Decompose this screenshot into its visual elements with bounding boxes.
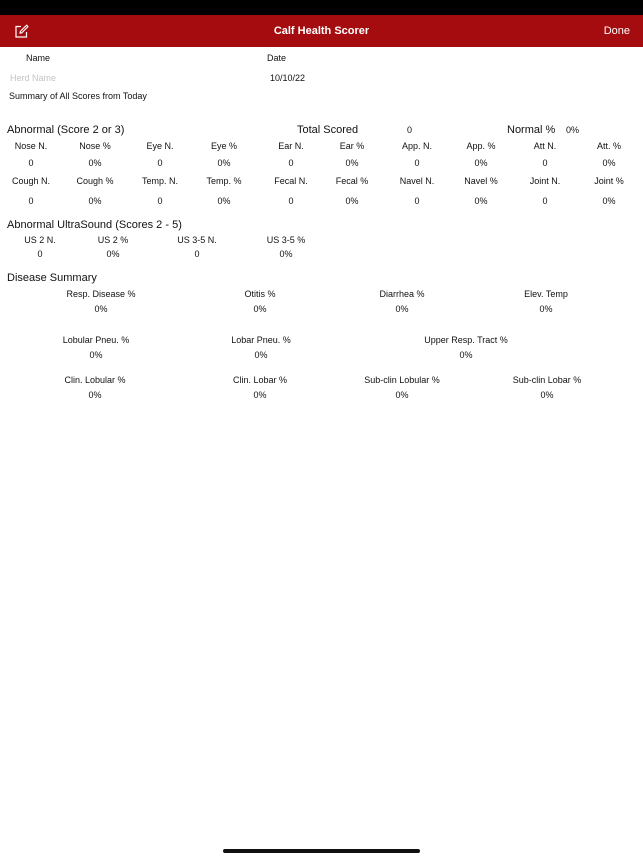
fecal-n-label: Fecal N. [274, 176, 308, 186]
temp-value: 0% [217, 196, 231, 206]
nose-n-value: 0 [28, 158, 34, 168]
abnormal-section-title: Abnormal (Score 2 or 3) [7, 124, 125, 136]
clin-lobular-label: Clin. Lobular % [64, 375, 126, 385]
date-input[interactable]: 10/10/22 [270, 73, 306, 83]
cough-label: Cough % [76, 176, 114, 186]
fecal-n-value: 0 [288, 196, 294, 206]
sub-clin-lobar-label: Sub-clin Lobar % [512, 375, 582, 385]
sub-clin-lobular-value: 0% [395, 390, 409, 400]
ear-n-value: 0 [288, 158, 294, 168]
cough-n-value: 0 [28, 196, 34, 206]
navel-label: Navel % [464, 176, 498, 186]
us-2-n-label: US 2 N. [24, 235, 56, 245]
otitis-value: 0% [253, 304, 267, 314]
us-3-5-n-label: US 3-5 N. [177, 235, 217, 245]
ear-label: Ear % [339, 141, 365, 151]
cough-value: 0% [88, 196, 102, 206]
ear-value: 0% [345, 158, 359, 168]
temp-n-label: Temp. N. [141, 176, 179, 186]
sub-clin-lobular-label: Sub-clin Lobular % [364, 375, 440, 385]
upper-resp-tract-value: 0% [459, 350, 473, 360]
elev-temp-value: 0% [539, 304, 553, 314]
upper-resp-tract-label: Upper Resp. Tract % [424, 335, 508, 345]
lobar-pneu-label: Lobar Pneu. % [231, 335, 291, 345]
nose-n-label: Nose N. [14, 141, 48, 151]
us-2-n-value: 0 [37, 249, 43, 259]
total-scored-label: Total Scored [297, 124, 359, 136]
navel-n-label: Navel N. [399, 176, 435, 186]
eye-n-label: Eye N. [146, 141, 174, 151]
disease-section-title: Disease Summary [7, 272, 97, 284]
temp-label: Temp. % [206, 176, 242, 186]
att-n-label: Att N. [533, 141, 557, 151]
ear-n-label: Ear N. [278, 141, 304, 151]
clin-lobular-value: 0% [88, 390, 102, 400]
eye-label: Eye % [210, 141, 238, 151]
nav-title: Calf Health Scorer [273, 25, 370, 37]
home-indicator [223, 849, 420, 853]
elev-temp-label: Elev. Temp [524, 289, 568, 299]
att-n-value: 0 [542, 158, 548, 168]
joint-n-value: 0 [542, 196, 548, 206]
nose-value: 0% [88, 158, 102, 168]
status-bar [0, 0, 643, 15]
eye-n-value: 0 [157, 158, 163, 168]
resp-disease-value: 0% [94, 304, 108, 314]
lobular-pneu-value: 0% [89, 350, 103, 360]
normal-percent-label: Normal % [507, 124, 556, 136]
total-scored-value: 0 [407, 125, 413, 135]
sub-clin-lobar-value: 0% [540, 390, 554, 400]
name-label: Name [26, 53, 51, 63]
diarrhea-label: Diarrhea % [379, 289, 425, 299]
lobular-pneu-label: Lobular Pneu. % [62, 335, 130, 345]
summary-heading: Summary of All Scores from Today [9, 91, 147, 101]
us-3-5-n-value: 0 [194, 249, 200, 259]
nose-label: Nose % [79, 141, 111, 151]
joint-value: 0% [602, 196, 616, 206]
app-value: 0% [474, 158, 488, 168]
date-label: Date [267, 53, 287, 63]
us-2-value: 0% [106, 249, 120, 259]
ultrasound-section-title: Abnormal UltraSound (Scores 2 - 5) [7, 219, 182, 231]
clin-lobar-label: Clin. Lobar % [232, 375, 288, 385]
navigation-bar [0, 15, 643, 47]
diarrhea-value: 0% [395, 304, 409, 314]
joint-n-label: Joint N. [529, 176, 561, 186]
fecal-label: Fecal % [335, 176, 369, 186]
temp-n-value: 0 [157, 196, 163, 206]
us-3-5-label: US 3-5 % [266, 235, 306, 245]
joint-label: Joint % [594, 176, 624, 186]
us-3-5-value: 0% [279, 249, 293, 259]
clin-lobar-value: 0% [253, 390, 267, 400]
cough-n-label: Cough N. [11, 176, 51, 186]
att-label: Att. % [596, 141, 622, 151]
app-label: App. % [466, 141, 496, 151]
otitis-label: Otitis % [244, 289, 276, 299]
navel-value: 0% [474, 196, 488, 206]
att-value: 0% [602, 158, 616, 168]
navel-n-value: 0 [414, 196, 420, 206]
app-n-value: 0 [414, 158, 420, 168]
normal-percent-value: 0% [566, 125, 580, 135]
us-2-label: US 2 % [97, 235, 129, 245]
eye-value: 0% [217, 158, 231, 168]
fecal-value: 0% [345, 196, 359, 206]
herd-name-input[interactable]: Herd Name [10, 73, 57, 83]
done-button[interactable]: Done [603, 25, 630, 37]
resp-disease-label: Resp. Disease % [66, 289, 136, 299]
lobar-pneu-value: 0% [254, 350, 268, 360]
app-n-label: App. N. [401, 141, 433, 151]
